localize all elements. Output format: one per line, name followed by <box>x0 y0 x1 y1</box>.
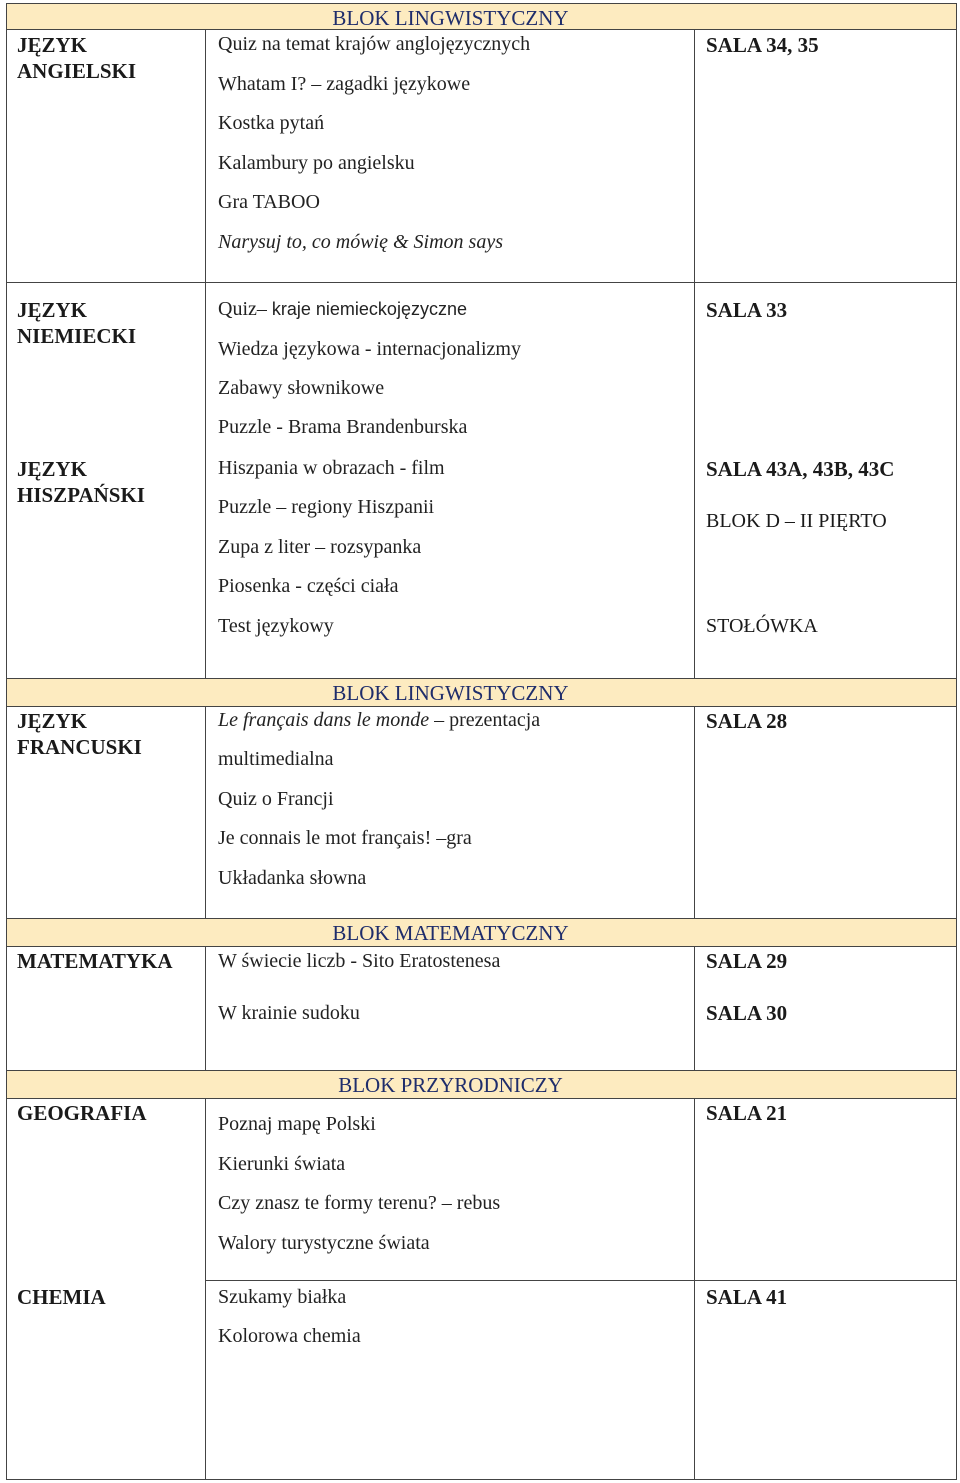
subject-label: JĘZYK ANGIELSKI <box>17 33 137 83</box>
schedule-table <box>6 3 957 1480</box>
column-divider <box>694 1098 695 1479</box>
activity-item: Quiz– kraje niemieckojęzyczne <box>218 298 467 320</box>
activity-item: Zabawy słownikowe <box>218 377 385 399</box>
activity-item: Whatam I? – zagadki językowe <box>218 73 471 95</box>
column-divider <box>694 29 695 678</box>
activity-item: Le français dans le monde – prezentacja <box>218 709 541 731</box>
activity-item: Kalambury po angielsku <box>218 152 415 174</box>
activity-item: W krainie sudoku <box>218 1002 360 1024</box>
activity-item: Quiz na temat krajów anglojęzycznych <box>218 33 531 55</box>
activity-item: Hiszpania w obrazach - film <box>218 457 445 479</box>
activity-item: Kierunki świata <box>218 1153 346 1175</box>
activity-item: Wiedza językowa - internacjonalizmy <box>218 338 521 360</box>
subject-label: MATEMATYKA <box>17 949 173 973</box>
column-divider <box>205 946 206 1070</box>
room-label: SALA 28 <box>706 709 788 733</box>
column-divider <box>694 706 695 918</box>
room-label: SALA 29 <box>706 949 788 973</box>
row-divider <box>6 706 957 707</box>
column-divider <box>205 29 206 678</box>
subject-label: JĘZYK HISZPAŃSKI <box>17 457 145 507</box>
row-divider <box>6 282 957 283</box>
activity-item: multimedialna <box>218 748 334 770</box>
activity-item: Układanka słowna <box>218 867 367 889</box>
activity-item: Je connais le mot français! –gra <box>218 827 472 849</box>
activity-item: Narysuj to, co mówię & Simon says <box>218 231 503 253</box>
column-divider <box>205 706 206 918</box>
block-title-matematyczny: BLOK MATEMATYCZNY <box>332 921 569 945</box>
subject-label: JĘZYK FRANCUSKI <box>17 709 142 759</box>
block-title-lingwistyczny: BLOK LINGWISTYCZNY <box>332 6 569 30</box>
activity-item: Czy znasz te formy terenu? – rebus <box>218 1192 501 1214</box>
room-label: SALA 21 <box>706 1101 788 1125</box>
room-label: SALA 30 <box>706 1001 788 1025</box>
row-divider <box>6 946 957 947</box>
row-divider <box>6 678 957 679</box>
block-title-przyrodniczy: BLOK PRZYRODNICZY <box>338 1073 563 1097</box>
activity-item: Kostka pytań <box>218 112 325 134</box>
row-divider <box>6 1070 957 1071</box>
row-divider <box>6 918 957 919</box>
activity-item: Piosenka - części ciała <box>218 575 399 597</box>
room-location: STOŁÓWKA <box>706 615 818 637</box>
room-label: SALA 34, 35 <box>706 33 819 57</box>
activity-item: Poznaj mapę Polski <box>218 1113 376 1135</box>
room-label: SALA 43A, 43B, 43C <box>706 457 895 481</box>
activity-item: Walory turystyczne świata <box>218 1232 430 1254</box>
activity-item: W świecie liczb - Sito Eratostenesa <box>218 950 501 972</box>
column-divider <box>205 1098 206 1479</box>
activity-item: Puzzle - Brama Brandenburska <box>218 416 468 438</box>
subject-label: GEOGRAFIA <box>17 1101 147 1125</box>
column-divider <box>694 946 695 1070</box>
activity-item: Test językowy <box>218 615 334 637</box>
subject-label: JĘZYK NIEMIECKI <box>17 298 137 348</box>
block-title-lingwistyczny: BLOK LINGWISTYCZNY <box>332 681 569 705</box>
room-location: BLOK D – II PIĘRTO <box>706 510 887 532</box>
row-divider <box>6 1098 957 1099</box>
activity-item: Zupa z liter – rozsypanka <box>218 536 422 558</box>
room-label: SALA 41 <box>706 1285 788 1309</box>
row-divider <box>206 1280 957 1281</box>
activity-item: Gra TABOO <box>218 191 320 213</box>
activity-item: Quiz o Francji <box>218 788 334 810</box>
activity-item: Puzzle – regiony Hiszpanii <box>218 496 435 518</box>
activity-item: Szukamy białka <box>218 1286 347 1308</box>
activity-item: Kolorowa chemia <box>218 1325 361 1347</box>
subject-label: CHEMIA <box>17 1285 106 1309</box>
room-label: SALA 33 <box>706 298 788 322</box>
